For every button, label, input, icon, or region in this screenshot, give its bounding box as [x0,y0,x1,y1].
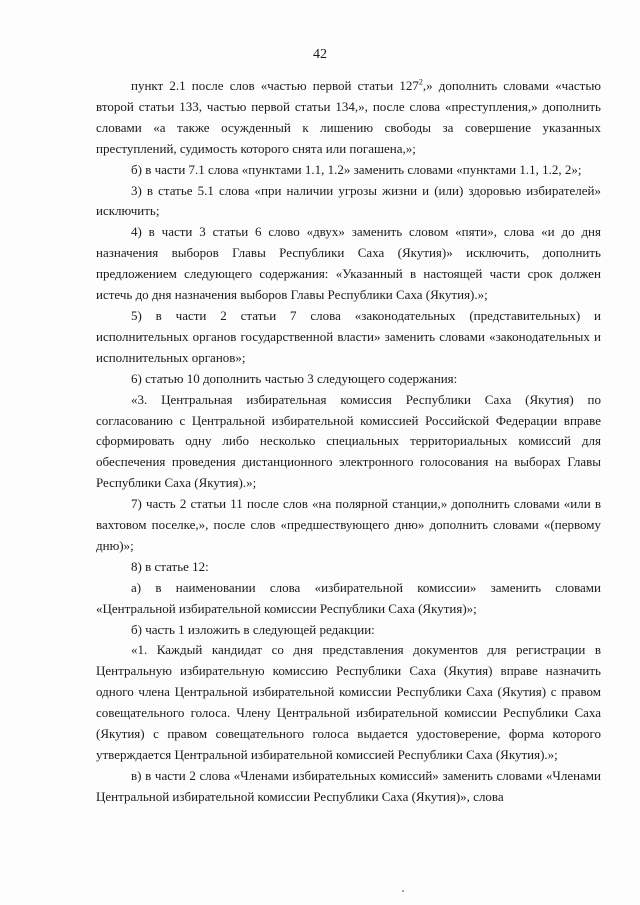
paragraph-item-8-a: а) в наименовании слова «избирательной комиссии» заменить словами «Центральной избирательной комиссии Республики Саха (Якутия)»; [96,579,601,616]
paragraph-item-3: 3) в статье 5.1 слова «при наличии угрозы жизни и (или) здоровью избирателей» исключить; [96,182,601,219]
page-number: 42 [313,47,327,62]
paragraph-item-5: 5) в части 2 статьи 7 слова «законодательных (представительных) и исполнительных органов государственной власти» заменить словами «законодательных и исполнительных органов»; [96,307,601,365]
paragraph-item-8-v: в) в части 2 слова «Членами избирательных комиссий» заменить словами «Членами Центральной избирательной комиссии Республики Саха (Якутия)», слова [96,767,601,804]
paragraph-item-4: 4) в части 3 статьи 6 слово «двух» заменить словом «пяти», слова «и до дня назначения выборов Главы Республики Саха (Якутия)» исключить, дополнить предложением следующего содержания: «Указанный в настоящей части срок должен истечь до дня назначения выборов Главы Республики Саха (Якутия).»; [96,224,601,303]
paragraph-item-6: 6) статью 10 дополнить частью 3 следующего содержания: [131,370,458,386]
paragraph-item-b-7-1: б) в части 7.1 слова «пунктами 1.1, 1.2» заменить словами «пунктами 1.1, 1.2, 2»; [131,161,582,177]
paragraph-item-8-b: б) часть 1 изложить в следующей редакции: [131,621,375,637]
document-body [96,76,601,808]
paragraph-quote-article-10-3: «3. Центральная избирательная комиссия Республики Саха (Якутия) по согласованию с Центральной избирательной комиссией Российской Федерации вправе сформировать одну либо несколько специальных территориальных комиссий для обеспечения проведения дистанционного электронного голосования на выборах Главы Республики Саха (Якутия).»; [96,391,601,491]
paragraph-text-part: пункт 2.1 после слов «частью первой статьи 127 [131,78,419,93]
scan-speck [402,890,404,892]
paragraph-text-part: ,» дополнить словами «частью второй статьи 133, частью первой статьи 134,», после слова «преступления,» дополнить словами «а также осужденный к лишению свободы за совершение указанных преступлений, судимость которого снята или погашена,»; [96,78,601,156]
paragraph-quote-article-12-1: «1. Каждый кандидат со дня представления документов для регистрации в Центральную избирательную комиссию Республики Саха (Якутия) вправе назначить одного члена Центральной избирательной комиссии Республики Саха (Якутия) с правом совещательного голоса. Члену Центральной избирательной комиссии Республики Саха (Якутия) с правом совещательного голоса выдается удостоверение, форма которого утверждается Центральной избирательной комиссией Республики Саха (Якутия).»; [96,642,601,762]
superscript-number: 2 [418,77,423,87]
paragraph-item-2-1 [96,76,601,160]
paragraph-item-8: 8) в статье 12: [131,558,209,574]
paragraph-item-7: 7) часть 2 статьи 11 после слов «на полярной станции,» дополнить словами «или в вахтовом поселке,», после слов «предшествующего дню» дополнить словами «(первому дню)»; [96,496,601,553]
